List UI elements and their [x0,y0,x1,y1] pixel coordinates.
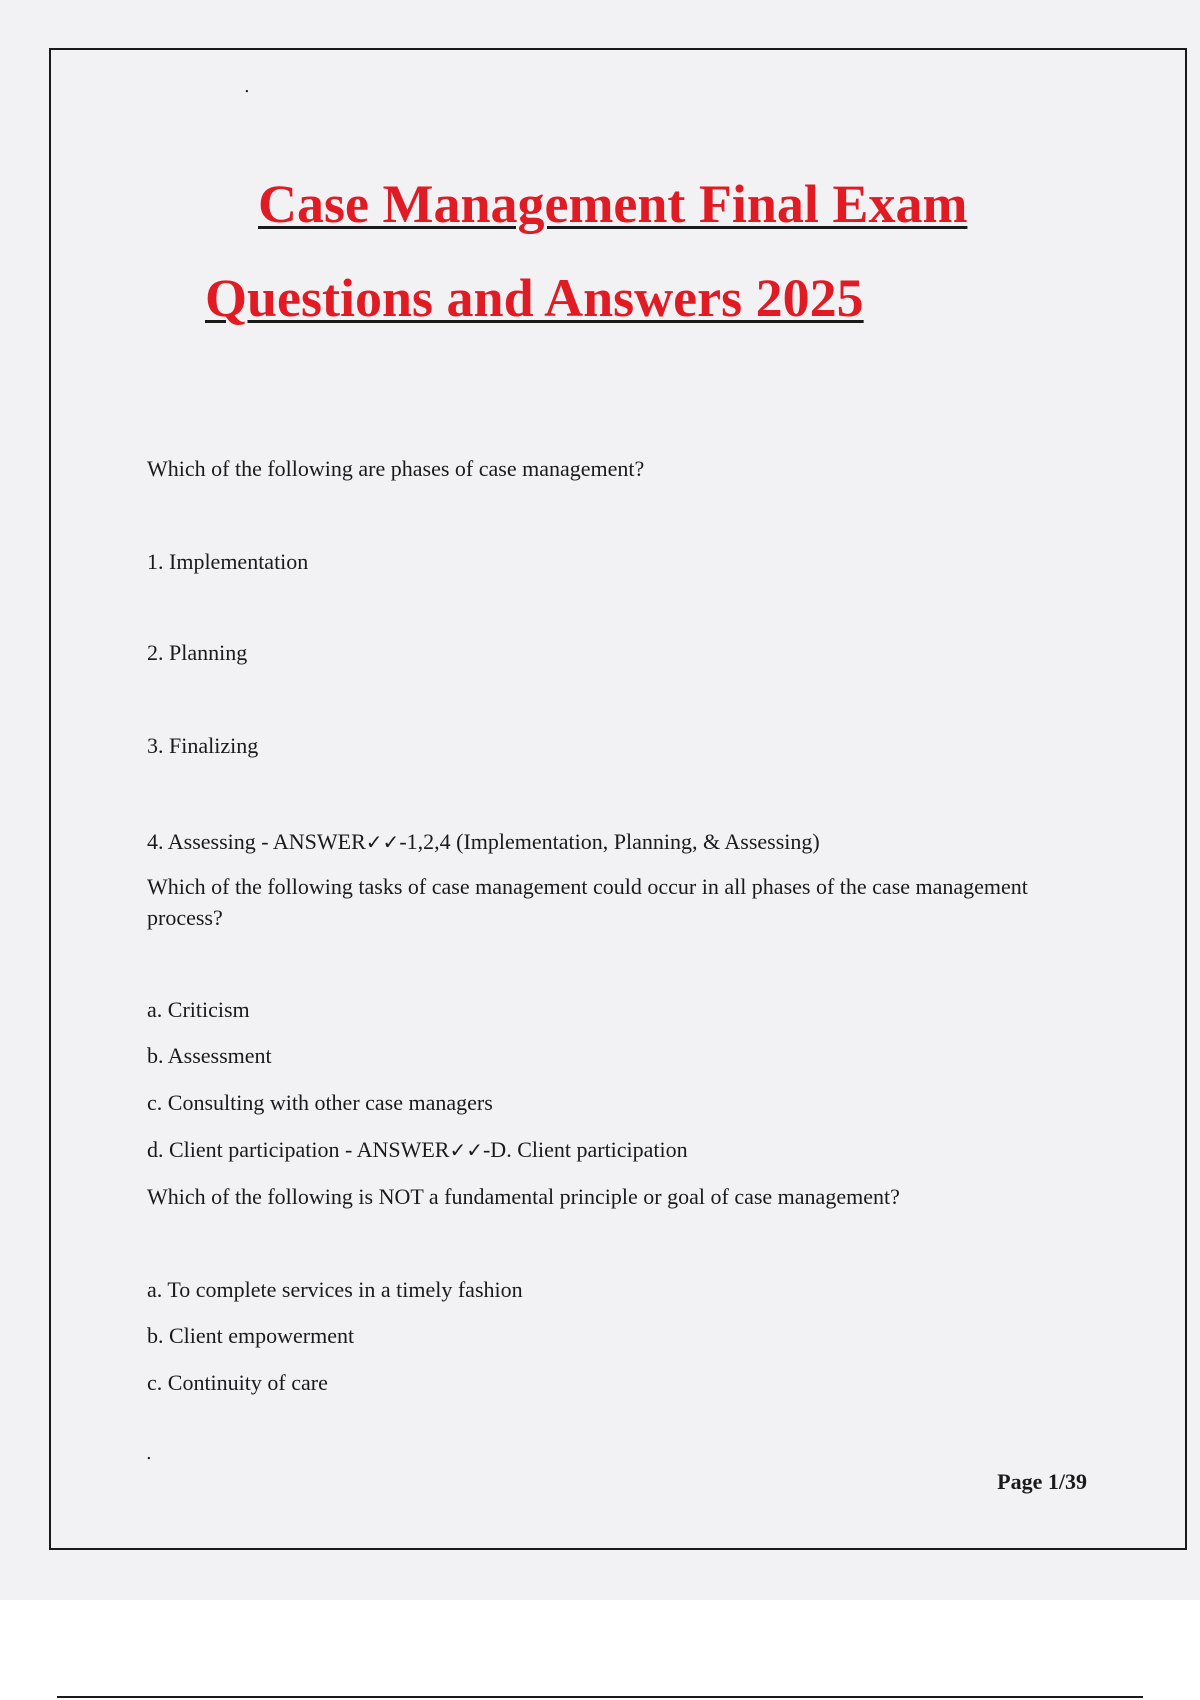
question-2-prompt: Which of the following tasks of case management could occur in all phases of the case management process? [147,874,1028,930]
question-3-option-b: b. Client empowerment [147,1323,355,1348]
question-1-prompt: Which of the following are phases of case management? [147,456,645,481]
question-1-option-1: 1. Implementation [147,549,309,574]
title-line-2: Questions and Answers 2025 [205,268,864,328]
question-2-option-a: a. Criticism [147,997,250,1022]
question-2-option-c: c. Consulting with other case managers [147,1090,493,1115]
question-3-prompt: Which of the following is NOT a fundamental principle or goal of case management? [147,1184,900,1209]
question-2-answer: -D. Client participation [482,1137,688,1162]
question-1-option-4: 4. Assessing [147,829,256,854]
question-2-option-d-with-answer [147,1134,1077,1166]
question-2-option-b: b. Assessment [147,1043,272,1068]
question-3-option-c: c. Continuity of care [147,1370,328,1395]
question-2-answer-prefix: - ANSWER [339,1137,450,1162]
question-2-option-d: d. Client participation [147,1137,340,1162]
document-page [49,48,1187,1550]
question-1-answer: -1,2,4 (Implementation, Planning, & Assessing) [399,829,820,854]
page-number: Page 1/39 [997,1469,1087,1494]
next-page-preview [0,1600,1200,1700]
question-3-option-a: a. To complete services in a timely fashion [147,1277,523,1302]
check-mark-icon: ✓✓ [365,830,400,854]
question-1-option-2: 2. Planning [147,640,248,665]
stray-mark-bottom: . [146,1443,152,1464]
question-1-answer-prefix: - ANSWER [255,829,366,854]
question-1-option-3: 3. Finalizing [147,733,259,758]
page-divider-rule [57,1696,1143,1698]
check-mark-icon: ✓✓ [449,1138,483,1162]
title-line-1: Case Management Final Exam [258,174,968,234]
question-1-option-4-with-answer [147,826,1077,858]
stray-mark-top: . [244,76,250,97]
